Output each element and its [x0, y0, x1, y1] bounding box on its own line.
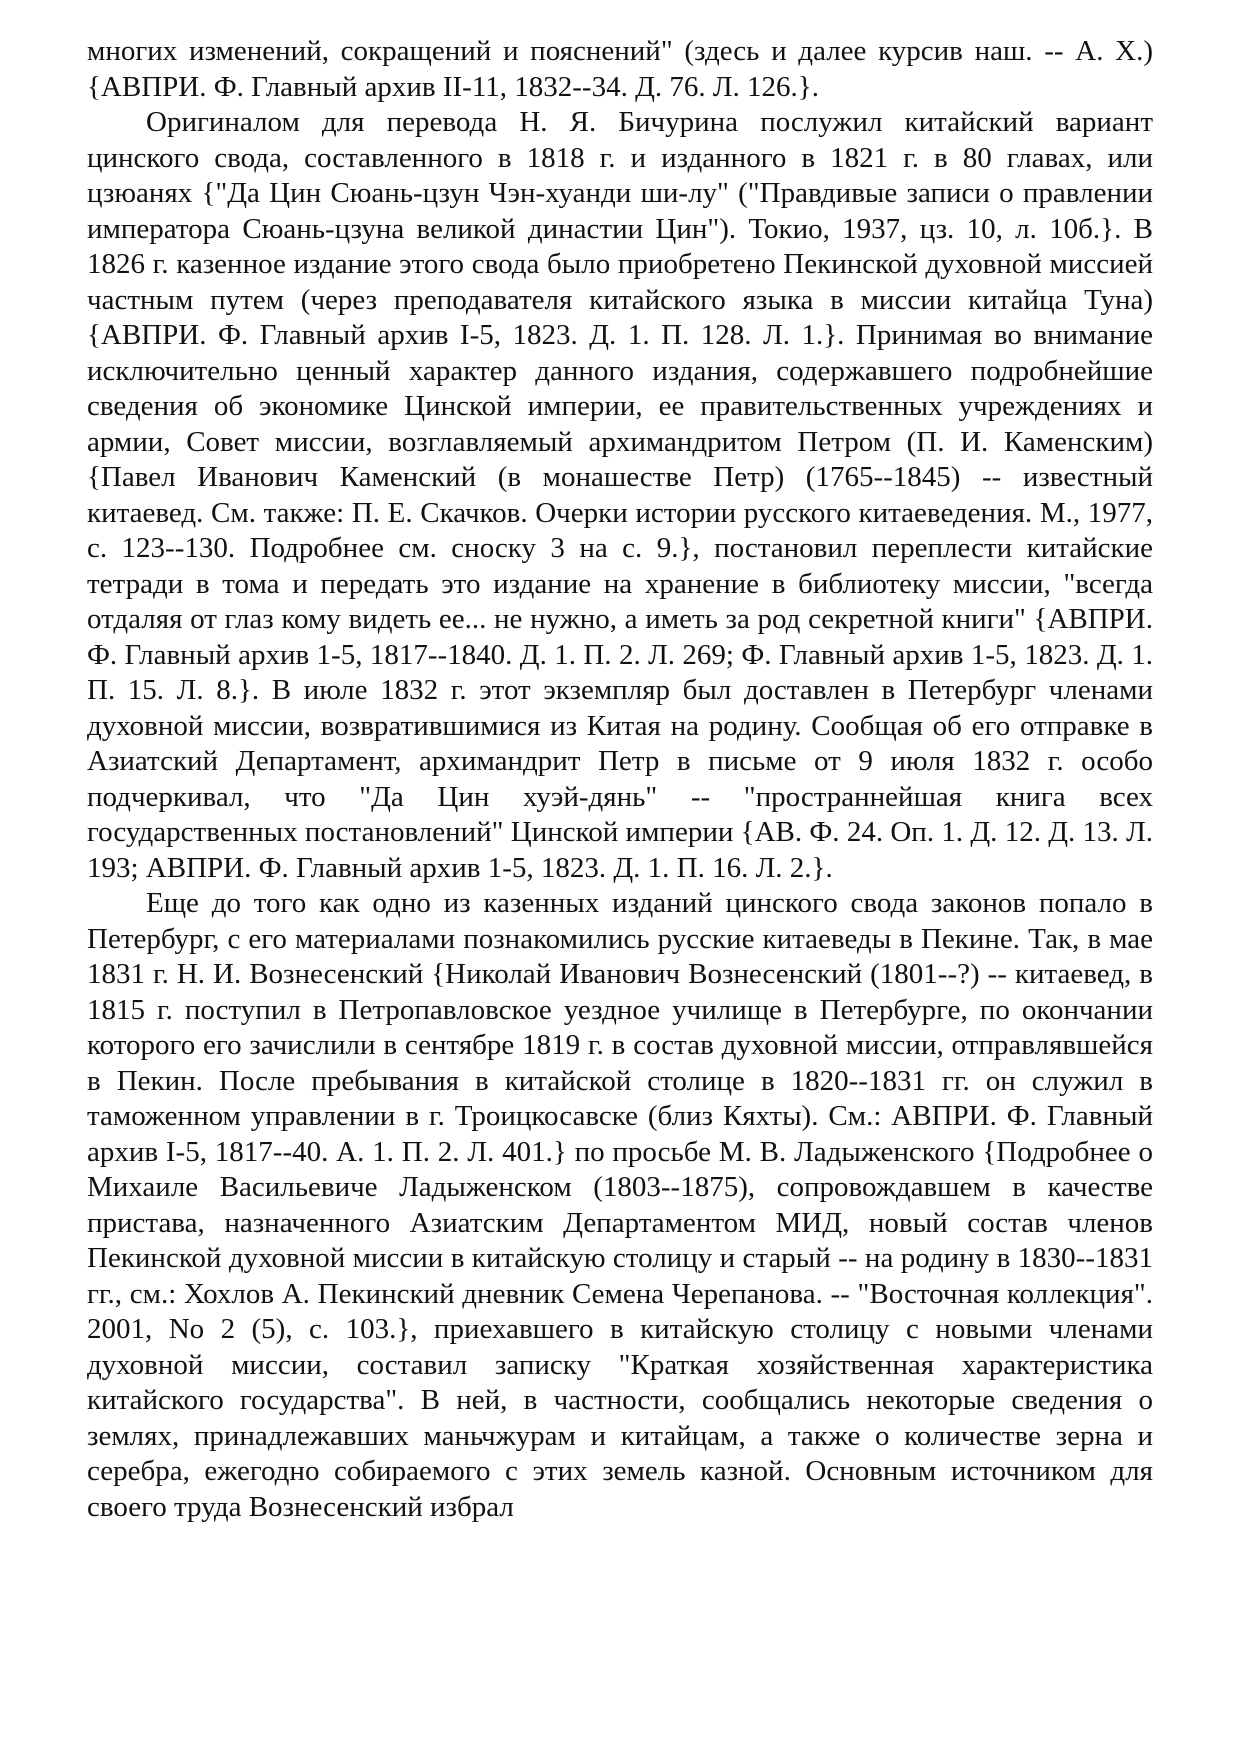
document-page [87, 34, 1153, 1525]
paragraph-voznesensky: Еще до того как одно из казенных изданий цинского свода законов попало в Петербург, с его материалами познакомились русские китаеведы в Пекине. Так, в мае 1831 г. Н. И. Вознесенский {Николай Иванович Вознесенский (1801--?) -- китаевед, в 1815 г. поступил в Петропавловское уездное училище в Петербурге, по окончании которого его зачислили в сентябре 1819 г. в состав духовной миссии, отправлявшейся в Пекин. После пребывания в китайской столице в 1820--1831 гг. он служил в таможенном управлении в г. Троицкосавске (близ Кяхты). См.: АВПРИ. Ф. Главный архив I-5, 1817--40. А. 1. П. 2. Л. 401.} по просьбе М. В. Ладыженского {Подробнее о Михаиле Васильевиче Ладыженском (1803--1875), сопровождавшем в качестве пристава, назначенного Азиатским Департаментом МИД, новый состав членов Пекинской духовной миссии в китайскую столицу и старый -- на родину в 1830--1831 гг., см.: Хохлов А. Пекинский дневник Семена Черепанова. -- "Восточная коллекция". 2001, No 2 (5), с. 103.}, приехавшего в китайскую столицу с новыми членами духовной миссии, составил записку "Краткая хозяйственная характеристика китайского государства". В ней, в частности, сообщались некоторые сведения о землях, принадлежавших маньчжурам и китайцам, а также о количестве зерна и серебра, ежегодно собираемого с этих земель казной. Основным источником для своего труда Вознесенский избрал [87, 887, 1153, 1523]
paragraph-continuation: многих изменений, сокращений и пояснений" (здесь и далее курсив наш. -- А. Х.) {АВПРИ. Ф. Главный архив II-11, 1832--34. Д. 76. Л. 126.}. [87, 35, 1153, 103]
paragraph-bichurin-original: Оригиналом для перевода Н. Я. Бичурина послужил китайский вариант цинского свода, составленного в 1818 г. и изданного в 1821 г. в 80 главах, или цзюанях {"Да Цин Сюань-цзун Чэн-хуанди ши-лу" ("Правдивые записи о правлении императора Сюань-цзуна великой династии Цин"). Токио, 1937, цз. 10, л. 10б.}. В 1826 г. казенное издание этого свода было приобретено Пекинской духовной миссией частным путем (через преподавателя китайского языка в миссии китайца Туна) {АВПРИ. Ф. Главный архив I-5, 1823. Д. 1. П. 128. Л. 1.}. Принимая во внимание исключительно ценный характер данного издания, содержавшего подробнейшие сведения об экономике Цинской империи, ее правительственных учреждениях и армии, Совет миссии, возглавляемый архимандритом Петром (П. И. Каменским) {Павел Иванович Каменский (в монашестве Петр) (1765--1845) -- известный китаевед. См. также: П. Е. Скачков. Очерки истории русского китаеведения. М., 1977, с. 123--130. Подробнее см. сноску 3 на с. 9.}, постановил переплести китайские тетради в тома и передать это издание на хранение в библиотеку миссии, "всегда отдаляя от глаз кому видеть ее... не нужно, а иметь за род секретной книги" {АВПРИ. Ф. Главный архив 1-5, 1817--1840. Д. 1. П. 2. Л. 269; Ф. Главный архив 1-5, 1823. Д. 1. П. 15. Л. 8.}. В июле 1832 г. этот экземпляр был доставлен в Петербург членами духовной миссии, возвратившимися из Китая на родину. Сообщая об его отправке в Азиатский Департамент, архимандрит Петр в письме от 9 июля 1832 г. особо подчеркивал, что "Да Цин хуэй-дянь" -- "пространнейшая книга всех государственных постановлений" Цинской империи {АВ. Ф. 24. Оп. 1. Д. 12. Д. 13. Л. 193; АВПРИ. Ф. Главный архив 1-5, 1823. Д. 1. П. 16. Л. 2.}. [87, 106, 1153, 884]
